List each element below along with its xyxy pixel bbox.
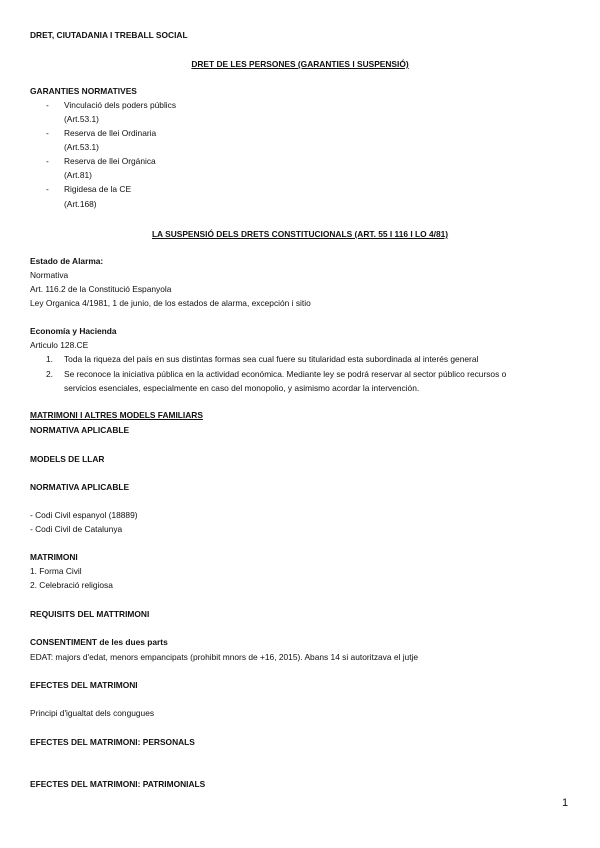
list-item-ref: (Art.168) bbox=[64, 199, 97, 209]
edat: EDAT: majors d'edat, menors empancipats (prohibit mnors de +16, 2015). Abans 14 si autoritzava el jutje bbox=[30, 652, 419, 662]
principi-igualtat: Principi d'igualtat dels congugues bbox=[30, 708, 155, 718]
list-number: 2. bbox=[46, 369, 53, 379]
section-title-suspensio: LA SUSPENSIÓ DELS DRETS CONSTITUCIONALS (ART. 55 I 116 I LO 4/81) bbox=[151, 229, 449, 239]
list-item-ref: (Art.81) bbox=[64, 170, 92, 180]
codi-civil-espanyol: - Codi Civil espanyol (18889) bbox=[30, 510, 138, 520]
list-dash: - bbox=[46, 184, 49, 194]
consentiment: CONSENTIMENT de les dues parts bbox=[30, 637, 168, 647]
list-item-continuation: servicios esenciales, especialmente en caso del monopolio, y asimismo acordar la intervención. bbox=[64, 383, 420, 393]
efectes-patrimonials: EFECTES DEL MATRIMONI: PATRIMONIALS bbox=[30, 779, 206, 789]
section-title-dret-persones: DRET DE LES PERSONES (GARANTIES I SUSPENSIÓ) bbox=[191, 59, 409, 69]
list-item-ref: (Art.53.1) bbox=[64, 142, 99, 152]
models-de-llar: MODELS DE LLAR bbox=[30, 454, 105, 464]
alarma-normativa: Normativa bbox=[30, 270, 69, 280]
list-item-ref: (Art.53.1) bbox=[64, 114, 99, 124]
list-number: 1. bbox=[46, 354, 53, 364]
list-item-label: Reserva de llei Ordinaria bbox=[64, 128, 157, 138]
normativa-aplicable-2: NORMATIVA APLICABLE bbox=[30, 482, 130, 492]
efectes-personals: EFECTES DEL MATRIMONI: PERSONALS bbox=[30, 737, 195, 747]
list-item-label: Reserva de llei Orgánica bbox=[64, 156, 156, 166]
document-header: DRET, CIUTADANIA I TREBALL SOCIAL bbox=[30, 30, 188, 40]
matrimoni-subheading: MATRIMONI bbox=[30, 552, 78, 562]
list-dash: - bbox=[46, 156, 49, 166]
normativa-aplicable: NORMATIVA APLICABLE bbox=[30, 425, 130, 435]
alarma-law: Ley Organica 4/1981, 1 de junio, de los estados de alarma, excepción i sitio bbox=[30, 298, 311, 308]
celebracio-religiosa: 2. Celebració religiosa bbox=[30, 580, 113, 590]
efectes-heading: EFECTES DEL MATRIMONI bbox=[30, 680, 138, 690]
list-item-text: Se reconoce la iniciativa pública en la actividad económica. Mediante ley se podrá reservar al sector público recursos o bbox=[64, 369, 507, 379]
codi-civil-catalunya: - Codi Civil de Catalunya bbox=[30, 524, 123, 534]
requisits-heading: REQUISITS DEL MATTRIMONI bbox=[30, 609, 150, 619]
alarma-heading: Estado de Alarma: bbox=[30, 256, 104, 266]
forma-civil: 1. Forma Civil bbox=[30, 566, 82, 576]
list-dash: - bbox=[46, 128, 49, 138]
list-dash: - bbox=[46, 100, 49, 110]
alarma-article: Art. 116.2 de la Constitució Espanyola bbox=[30, 284, 172, 294]
list-item-label: Vinculació dels poders públics bbox=[64, 100, 177, 110]
garanties-heading: GARANTIES NORMATIVES bbox=[30, 86, 137, 96]
list-item-label: Rigidesa de la CE bbox=[64, 184, 132, 194]
page-number: 1 bbox=[562, 797, 569, 809]
economia-article: Articulo 128.CE bbox=[30, 340, 89, 350]
economia-heading: Economía y Hacienda bbox=[30, 326, 117, 336]
matrimoni-heading: MATRIMONI I ALTRES MODELS FAMILIARS bbox=[30, 410, 203, 420]
list-item-text: Toda la riqueza del país en sus distintas formas sea cual fuere su titularidad esta subordinada al interés general bbox=[64, 354, 479, 364]
